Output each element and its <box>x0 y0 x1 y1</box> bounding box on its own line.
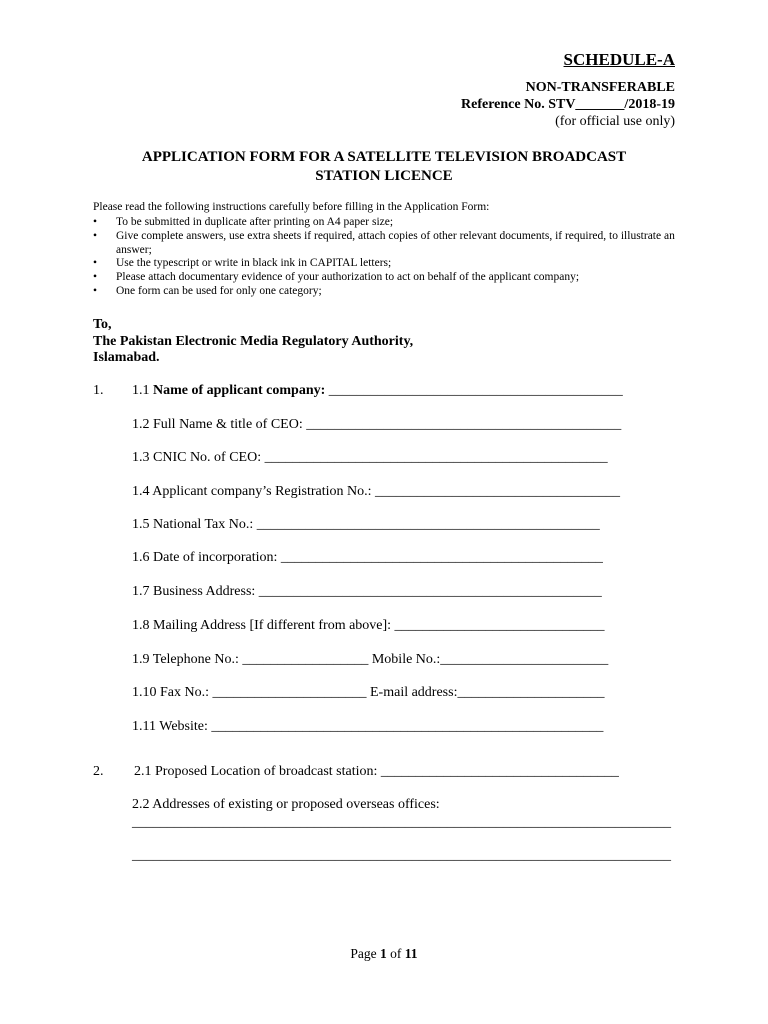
bullet-icon: • <box>93 284 98 297</box>
instructions-intro: Please read the following instructions carefully before filling in the Application Form: <box>93 201 490 213</box>
field-1-6-date-of-incorporation[interactable]: 1.6 Date of incorporation: ______________________________________________ <box>132 550 603 565</box>
instruction-item: • Please attach documentary evidence of your authorization to act on behalf of the applicant company; <box>93 271 580 284</box>
reference-number: Reference No. STV_______/2018-19 <box>461 97 675 112</box>
non-transferable-label: NON-TRANSFERABLE <box>525 80 675 95</box>
field-1-4-registration-no[interactable]: 1.4 Applicant company’s Registration No.: ___________________________________ <box>132 484 621 499</box>
field-1-8-mailing-address[interactable]: 1.8 Mailing Address [If different from above]: ______________________________ <box>132 618 605 633</box>
bullet-icon: • <box>93 216 98 228</box>
instructions-list <box>93 216 683 299</box>
address-to: To, <box>93 317 112 332</box>
field-1-9-telephone-mobile[interactable]: 1.9 Telephone No.: __________________ Mobile No.:________________________ <box>132 652 609 667</box>
field-1-5-national-tax-no[interactable]: 1.5 National Tax No.: _________________________________________________ <box>132 517 600 532</box>
field-1-2-ceo-name[interactable]: 1.2 Full Name & title of CEO: _____________________________________________ <box>132 417 622 432</box>
bullet-icon: • <box>93 271 98 284</box>
field-2-2-line-2[interactable]: _____________________________________________________________________________ <box>132 848 671 863</box>
field-1-3-ceo-cnic[interactable]: 1.3 CNIC No. of CEO: _________________________________________________ <box>132 450 608 465</box>
field-1-11-website[interactable]: 1.11 Website: ________________________________________________________ <box>132 719 604 734</box>
address-authority: The Pakistan Electronic Media Regulatory Authority, <box>93 334 414 349</box>
bullet-icon: • <box>93 229 98 242</box>
section-1-number: 1. <box>93 383 104 398</box>
official-use-note: (for official use only) <box>555 114 675 129</box>
form-title-line2: STATION LICENCE <box>315 168 453 184</box>
field-2-1-broadcast-location[interactable]: 2.1 Proposed Location of broadcast station: __________________________________ <box>134 764 619 779</box>
instruction-item: • Use the typescript or write in black ink in CAPITAL letters; <box>93 257 392 270</box>
page-number: Page 1 of 11 <box>350 946 418 961</box>
field-1-10-fax-email[interactable]: 1.10 Fax No.: ______________________ E-mail address:_____________________ <box>132 685 605 700</box>
instruction-item: • Give complete answers, use extra sheets if required, attach copies of other relevant documents, if required, to illustrate an answer; <box>93 229 675 256</box>
field-1-1-label: Name of applicant company: <box>153 383 326 398</box>
bullet-icon: • <box>93 257 98 270</box>
instruction-item: • One form can be used for only one category; <box>93 284 322 297</box>
field-1-1-applicant-company[interactable]: 1.1 Name of applicant company: __________________________________________ <box>132 383 623 398</box>
field-2-2-line-1[interactable]: _____________________________________________________________________________ <box>132 815 671 830</box>
schedule-heading: SCHEDULE-A <box>563 50 675 69</box>
form-title-line1: APPLICATION FORM FOR A SATELLITE TELEVISION BROADCAST <box>141 149 627 165</box>
address-city: Islamabad. <box>93 350 160 365</box>
section-2-number: 2. <box>93 764 104 779</box>
instruction-item: • To be submitted in duplicate after printing on A4 paper size; <box>93 216 394 228</box>
field-1-7-business-address[interactable]: 1.7 Business Address: _________________________________________________ <box>132 584 602 599</box>
field-2-2-overseas-offices-label: 2.2 Addresses of existing or proposed overseas offices: <box>132 797 440 812</box>
